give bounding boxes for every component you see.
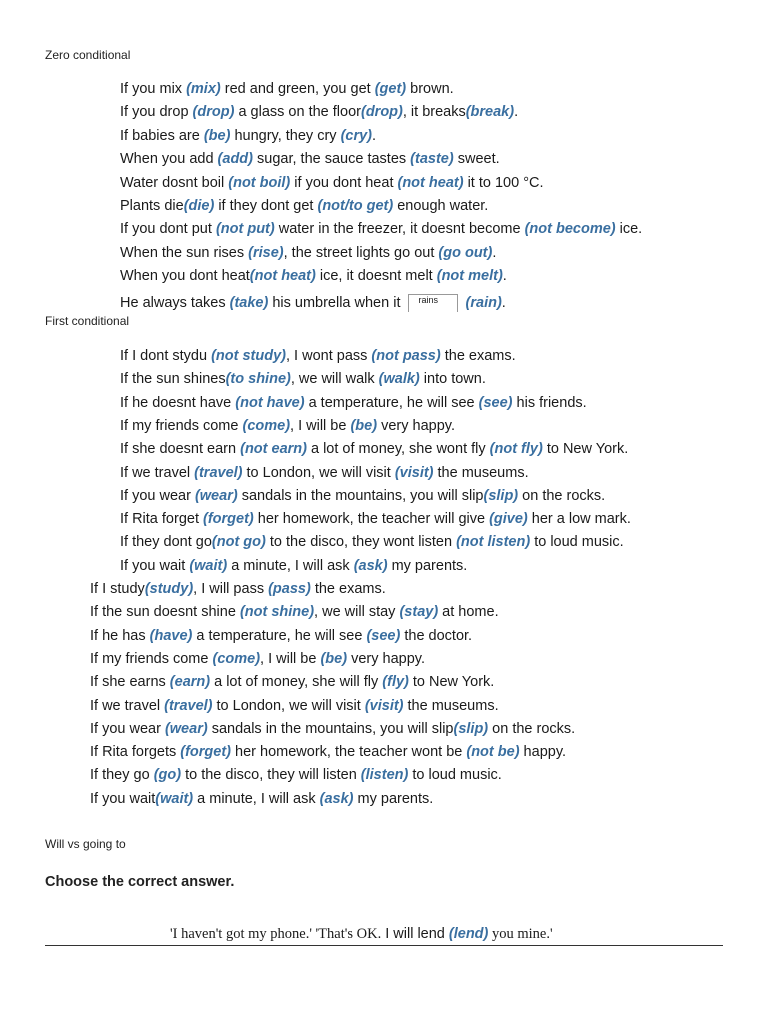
sentence-text: If you wear bbox=[120, 487, 195, 504]
item-text bbox=[120, 127, 376, 145]
sentence-text: , I will be bbox=[260, 650, 321, 667]
verb-hint: (to shine) bbox=[225, 371, 291, 388]
verb-hint: (be) bbox=[320, 650, 348, 667]
sentence-text: the museums. bbox=[403, 697, 499, 714]
verb-hint: (stay) bbox=[399, 604, 439, 621]
sentence-text: If Rita forget bbox=[120, 511, 204, 528]
item-text bbox=[120, 174, 544, 192]
sentence-text: If I study bbox=[90, 581, 145, 597]
verb-hint: (visit) bbox=[394, 464, 434, 481]
verb-hint: (drop) bbox=[360, 104, 403, 121]
verb-hint: (die) bbox=[183, 198, 215, 214]
sentence-text: If Rita forgets bbox=[90, 744, 181, 761]
verb-hint: (walk) bbox=[378, 371, 420, 388]
sentence-text: If I dont stydu bbox=[120, 348, 212, 364]
verb-hint: (go out) bbox=[438, 244, 493, 261]
verb-hint: (not heat) bbox=[249, 268, 316, 285]
sentence-text: , I will be bbox=[290, 417, 351, 434]
sentence-text: to loud music. bbox=[530, 534, 624, 551]
sentence-text: a minute, I will ask bbox=[227, 557, 354, 574]
sentence-text: the exams. bbox=[310, 581, 386, 597]
sentence-text: ice. bbox=[615, 221, 643, 238]
sentence-text: If babies are bbox=[120, 127, 204, 144]
verb-hint: (ask) bbox=[353, 557, 388, 574]
verb-hint: (break) bbox=[465, 104, 515, 121]
sentence-text: When you dont heat bbox=[120, 268, 250, 285]
item-text bbox=[120, 267, 507, 285]
verb-hint: (come) bbox=[212, 650, 261, 667]
will-vs-going-to-heading: Will vs going to bbox=[45, 837, 126, 851]
verb-hint: (not shine) bbox=[239, 604, 315, 621]
sentence-text: If you drop bbox=[120, 104, 193, 121]
verb-hint: (fly) bbox=[382, 674, 409, 691]
final-sentence-part1: 'I haven't got my phone.' 'That's OK. bbox=[170, 926, 382, 942]
verb-hint: (take) bbox=[229, 295, 269, 311]
sentence-text: , we will walk bbox=[290, 371, 379, 388]
final-sentence bbox=[170, 926, 553, 943]
sentence-text: water in the freezer, it doesnt become bbox=[274, 221, 525, 238]
sentence-text: If they dont go bbox=[120, 534, 212, 551]
sentence-text: a glass on the floor bbox=[234, 104, 361, 121]
sentence-text: very happy. bbox=[347, 650, 425, 667]
sentence-text: to London, we will visit bbox=[212, 697, 365, 714]
sentence-text: red and green, you get bbox=[220, 81, 375, 97]
verb-hint: (give) bbox=[489, 511, 528, 528]
sentence-text: . bbox=[502, 268, 507, 285]
sentence-text: If the sun doesnt shine bbox=[90, 604, 240, 621]
verb-hint: (come) bbox=[242, 417, 291, 434]
sentence-text: If he doesnt have bbox=[120, 394, 236, 411]
sentence-text: the exams. bbox=[440, 348, 516, 364]
verb-hint: (not pass) bbox=[371, 348, 441, 364]
item-text bbox=[120, 150, 500, 168]
sentence-text: , I will pass bbox=[193, 581, 269, 597]
item-text bbox=[120, 220, 642, 238]
verb-hint: (see) bbox=[478, 394, 513, 411]
sentence-text: to the disco, they will listen bbox=[181, 767, 361, 784]
item-text bbox=[120, 197, 488, 215]
verb-hint: (not study) bbox=[211, 348, 286, 364]
choose-instruction: Choose the correct answer. bbox=[45, 874, 235, 890]
sentence-text: , the street lights go out bbox=[283, 244, 439, 261]
item-text bbox=[120, 244, 496, 262]
sentence-text: to loud music. bbox=[408, 767, 502, 784]
sentence-text: very happy. bbox=[377, 417, 455, 434]
sentence-text: sandals in the mountains, you will slip bbox=[207, 720, 454, 737]
verb-hint: (cry) bbox=[340, 127, 372, 144]
verb-hint: (rise) bbox=[248, 244, 284, 261]
sentence-text: brown. bbox=[406, 81, 454, 97]
item-text bbox=[90, 673, 494, 691]
verb-hint: (not melt) bbox=[436, 268, 503, 285]
verb-hint: (wear) bbox=[194, 487, 238, 504]
verb-hint: (not put) bbox=[215, 221, 275, 238]
verb-hint: (ask) bbox=[319, 790, 354, 807]
verb-hint: (not boil) bbox=[228, 174, 291, 191]
sentence-text: If my friends come bbox=[120, 417, 243, 434]
answer-box[interactable]: rains bbox=[408, 294, 458, 312]
item-text bbox=[120, 557, 467, 575]
sentence-text: . bbox=[492, 244, 497, 261]
sentence-text: my parents. bbox=[387, 557, 468, 574]
sentence-text: . bbox=[372, 127, 377, 144]
item-text bbox=[120, 487, 605, 505]
verb-hint: (taste) bbox=[410, 151, 454, 168]
final-sentence-hint: (lend) bbox=[448, 926, 489, 942]
first-conditional-heading: First conditional bbox=[45, 314, 130, 328]
verb-hint: (slip) bbox=[483, 487, 519, 504]
sentence-text: a minute, I will ask bbox=[193, 790, 320, 807]
verb-hint: (not go) bbox=[211, 534, 266, 551]
sentence-text: , it breaks bbox=[402, 104, 466, 121]
sentence-text: into town. bbox=[419, 371, 486, 388]
sentence-text: to the disco, they wont listen bbox=[265, 534, 457, 551]
verb-hint: (not fly) bbox=[489, 441, 543, 458]
sentence-text: When you add bbox=[120, 151, 218, 168]
final-sentence-part2: I will lend bbox=[381, 926, 449, 942]
verb-hint: (wear) bbox=[164, 720, 208, 737]
verb-hint: (see) bbox=[366, 627, 401, 644]
sentence-text: If he has bbox=[90, 627, 150, 644]
item-text bbox=[120, 394, 587, 412]
sentence-text: If you wait bbox=[90, 790, 156, 807]
verb-hint: (not have) bbox=[235, 394, 305, 411]
sentence-text: a lot of money, she will fly bbox=[210, 674, 383, 691]
verb-hint: (travel) bbox=[164, 697, 213, 714]
sentence-text: her homework, the teacher wont be bbox=[231, 744, 467, 761]
sentence-text: , I wont pass bbox=[285, 348, 372, 364]
sentence-text: sugar, the sauce tastes bbox=[252, 151, 411, 168]
sentence-text: If she earns bbox=[90, 674, 170, 691]
sentence-text: the doctor. bbox=[400, 627, 473, 644]
item-text bbox=[90, 790, 433, 808]
sentence-text: If you wait bbox=[120, 557, 190, 574]
sentence-text: her homework, the teacher will give bbox=[253, 511, 490, 528]
sentence-text: If you mix bbox=[120, 81, 187, 97]
sentence-text: a lot of money, she wont fly bbox=[306, 441, 490, 458]
sentence-text: . bbox=[514, 104, 519, 121]
sentence-text: When the sun rises bbox=[120, 244, 249, 261]
sentence-text: if you dont heat bbox=[290, 174, 398, 191]
sentence-text: enough water. bbox=[393, 198, 489, 214]
sentence-text: his friends. bbox=[512, 394, 587, 411]
verb-hint: (not listen) bbox=[456, 534, 531, 551]
sentence-text: sweet. bbox=[453, 151, 500, 168]
item-text bbox=[120, 417, 455, 435]
sentence-text: a temperature, he will see bbox=[304, 394, 479, 411]
sentence-text: on the rocks. bbox=[488, 720, 576, 737]
item-text bbox=[90, 603, 499, 621]
sentence-text: her a low mark. bbox=[527, 511, 631, 528]
sentence-text: hungry, they cry bbox=[230, 127, 341, 144]
item-text bbox=[120, 347, 516, 365]
zero-conditional-heading: Zero conditional bbox=[45, 48, 131, 62]
sentence-text: a temperature, he will see bbox=[192, 627, 367, 644]
verb-hint: (go) bbox=[153, 767, 182, 784]
sentence-text: If you wear bbox=[90, 720, 165, 737]
sentence-text: If we travel bbox=[90, 697, 165, 714]
verb-hint: (pass) bbox=[268, 581, 311, 597]
item-text bbox=[90, 766, 502, 784]
verb-hint: (add) bbox=[217, 151, 253, 168]
answer-line bbox=[45, 945, 723, 946]
verb-hint: (have) bbox=[149, 627, 193, 644]
sentence-text: If my friends come bbox=[90, 650, 213, 667]
item-text bbox=[90, 743, 566, 761]
item-text bbox=[90, 697, 499, 715]
verb-hint: (not heat) bbox=[397, 174, 464, 191]
verb-hint: (not/to get) bbox=[317, 198, 394, 214]
sentence-text: to New York. bbox=[542, 441, 629, 458]
item-text bbox=[90, 580, 386, 598]
verb-hint: (earn) bbox=[169, 674, 211, 691]
sentence-text: at home. bbox=[438, 604, 499, 621]
verb-hint: (study) bbox=[144, 581, 194, 597]
sentence-text: to New York. bbox=[408, 674, 495, 691]
verb-hint: (forget) bbox=[203, 511, 254, 528]
sentence-text: If they go bbox=[90, 767, 154, 784]
sentence-text: Water dosnt boil bbox=[120, 174, 229, 191]
sentence-text: my parents. bbox=[353, 790, 434, 807]
verb-hint: (be) bbox=[350, 417, 378, 434]
sentence-text: , we will stay bbox=[314, 604, 400, 621]
verb-hint: (be) bbox=[203, 127, 231, 144]
sentence-text: the museums. bbox=[433, 464, 529, 481]
verb-hint: (rain) bbox=[465, 295, 502, 311]
item-text bbox=[120, 294, 506, 318]
sentence-text: If she doesnt earn bbox=[120, 441, 241, 458]
verb-hint: (drop) bbox=[192, 104, 235, 121]
item-text bbox=[120, 80, 454, 98]
item-text bbox=[120, 440, 628, 458]
item-text bbox=[90, 627, 472, 645]
item-text bbox=[120, 510, 631, 528]
sentence-text: If the sun shines bbox=[120, 371, 226, 388]
sentence-text: on the rocks. bbox=[518, 487, 606, 504]
sentence-text: Plants die bbox=[120, 198, 184, 214]
item-text bbox=[120, 464, 529, 482]
verb-hint: (listen) bbox=[360, 767, 409, 784]
sentence-text: it to 100 °C. bbox=[463, 174, 544, 191]
sentence-text: his umbrella when it bbox=[268, 295, 405, 311]
sentence-text: happy. bbox=[519, 744, 567, 761]
sentence-text: to London, we will visit bbox=[242, 464, 395, 481]
sentence-text: If you dont put bbox=[120, 221, 216, 238]
sentence-text: . bbox=[501, 295, 506, 311]
item-text bbox=[120, 533, 624, 551]
sentence-text: ice, it doesnt melt bbox=[315, 268, 437, 285]
verb-hint: (not earn) bbox=[240, 441, 307, 458]
item-text bbox=[120, 103, 518, 121]
verb-hint: (forget) bbox=[180, 744, 232, 761]
sentence-text: sandals in the mountains, you will slip bbox=[237, 487, 484, 504]
sentence-text: If we travel bbox=[120, 464, 195, 481]
sentence-text: if they dont get bbox=[214, 198, 318, 214]
item-text bbox=[90, 650, 425, 668]
verb-hint: (mix) bbox=[186, 81, 221, 97]
verb-hint: (wait) bbox=[189, 557, 228, 574]
verb-hint: (not become) bbox=[524, 221, 616, 238]
final-sentence-part3: you mine.' bbox=[488, 926, 553, 942]
verb-hint: (travel) bbox=[194, 464, 243, 481]
item-text bbox=[90, 720, 575, 738]
sentence-text: He always takes bbox=[120, 295, 230, 311]
verb-hint: (get) bbox=[374, 81, 407, 97]
verb-hint: (visit) bbox=[364, 697, 404, 714]
item-text bbox=[120, 370, 486, 388]
verb-hint: (wait) bbox=[155, 790, 194, 807]
verb-hint: (slip) bbox=[453, 720, 489, 737]
verb-hint: (not be) bbox=[466, 744, 520, 761]
